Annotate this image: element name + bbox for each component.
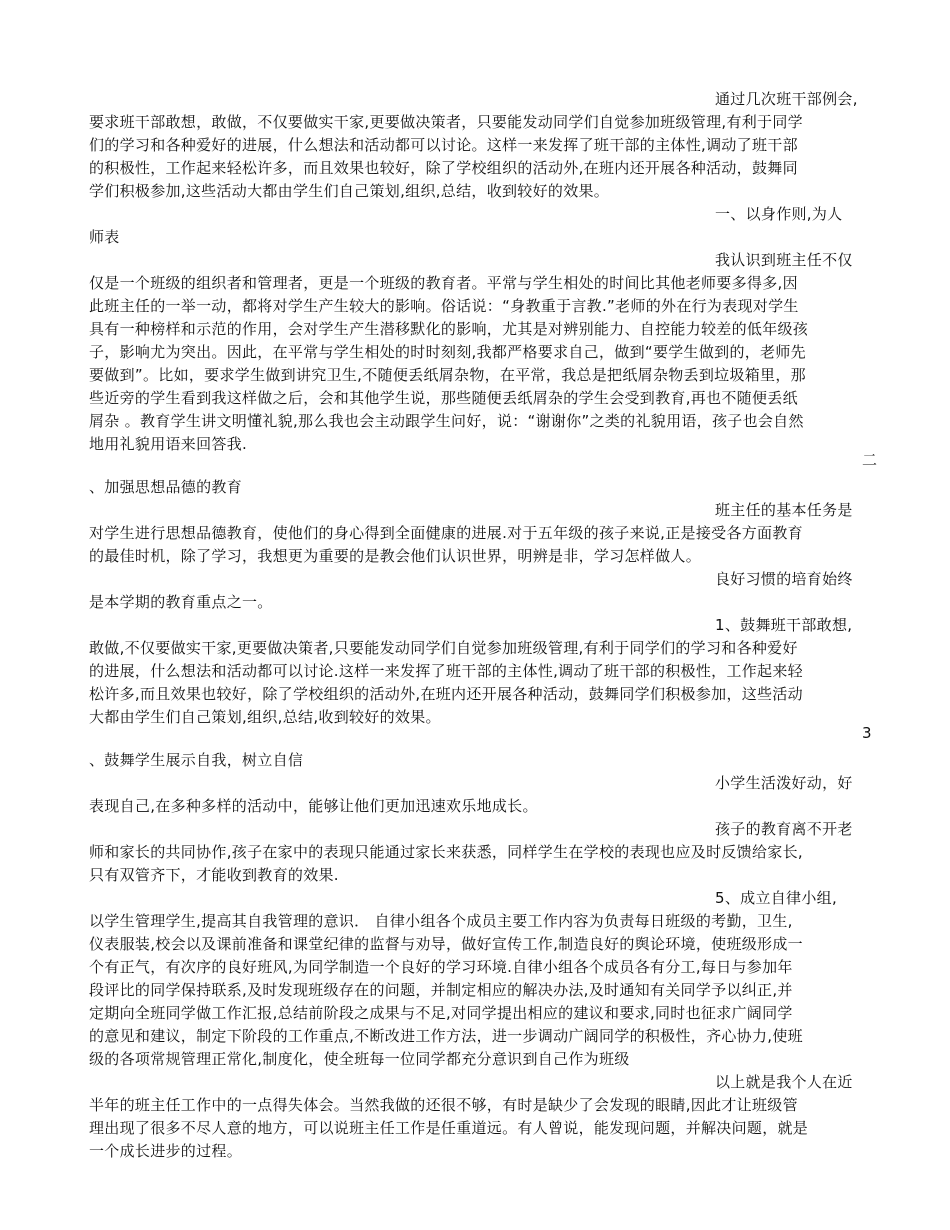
text-line: 只有双管齐下，才能收到教育的效果. [89, 866, 339, 884]
text-line: 的积极性，工作起来轻松许多，而且效果也较好，除了学校组织的活动外,在班内还开展各种活动，鼓舞同 [89, 159, 798, 177]
text-line: 的意见和建议，制定下阶段的工作重点,不断改进工作方法，进一步调动广阔同学的积极性，齐心协力,使班 [89, 1027, 803, 1045]
text-line: 的进展，什么想法和活动都可以讨论.这样一来发挥了班干部的主体性,调动了班干部的积极性，工作起来轻 [89, 662, 803, 680]
section-heading: 一、以身作则,为人 [715, 205, 843, 223]
text-line: 班主任的基本任务是 [715, 501, 853, 519]
text-line: 些近旁的学生看到我这样做之后，会和其他学生说，那些随便丢纸屑杂的学生会受到教育,再也不随便丢纸 [89, 389, 798, 407]
text-line: 理出现了很多不尽人意的地方，可以说班主任工作是任重道远。有人曾说，能发现问题，并解决问题，就是 [89, 1119, 809, 1137]
text-line: 是本学期的教育重点之一。 [89, 593, 273, 611]
text-line: 以学生管理学生,提高其自我管理的意识． 自律小组各个成员主要工作内容为负责每日班级的考勤，卫生, [89, 912, 793, 930]
section-number: 二 [862, 451, 878, 469]
text-line: 通过几次班干部例会, [715, 90, 858, 108]
section-number: 3 [862, 724, 872, 742]
text-line: 个有正气，有次序的良好班风,为同学制造一个良好的学习环境.自律小组各个成员各有分工,每日与参加年 [89, 958, 793, 976]
text-line: 1、鼓舞班干部敢想, [715, 616, 853, 634]
text-line: 此班主任的一举一动，都将对学生产生较大的影响。俗话说：“身教重于言教.”老师的外在行为表现对学生 [89, 297, 799, 315]
text-line: 仅是一个班级的组织者和管理者，更是一个班级的教育者。平常与学生相处的时间比其他老师要多得多,因 [89, 274, 798, 292]
text-line: 仪表服装,校会以及课前准备和课堂纪律的监督与劝导，做好宣传工作,制造良好的舆论环境，使班级形成一 [89, 935, 803, 953]
text-line: 子，影响尤为突出。因此，在平常与学生相处的时时刻刻,我都严格要求自己，做到“要学生做到的，老师先 [89, 343, 806, 361]
text-line: 小学生活泼好动，好 [715, 774, 853, 792]
text-line: 孩子的教育离不开老 [715, 820, 853, 838]
text-line: 对学生进行思想品德教育，使他们的身心得到全面健康的进展.对于五年级的孩子来说,正是接受各方面教育 [89, 524, 803, 542]
text-line: 段评比的同学保持联系,及时发现班级存在的问题，并制定相应的解决办法,及时通知有关同学予以纠正,并 [89, 981, 793, 999]
text-line: 5、成立自律小组, [715, 889, 838, 907]
text-line: 屑杂 。教育学生讲文明懂礼貌,那么我也会主动跟学生问好，说：“谢谢你”之类的礼貌用语，孩子也会自然 [89, 412, 804, 430]
text-line: 以上就是我个人在近 [715, 1073, 853, 1091]
text-line: 半年的班主任工作中的一点得失体会。当然我做的还很不够，有时是缺少了会发现的眼睛,因此才让班级管 [89, 1096, 798, 1114]
text-line: 地用礼貌用语来回答我. [89, 435, 248, 453]
text-line: 学们积极参加,这些活动大都由学生们自己策划,组织,总结，收到较好的效果。 [89, 182, 610, 200]
text-line: 的最佳时机，除了学习，我想更为重要的是教会他们认识世界，明辨是非，学习怎样做人。 [89, 547, 702, 565]
text-line: 要求班干部敢想，敢做，不仅要做实干家,更要做决策者，只要能发动同学们自觉参加班级管理,有利于同学 [89, 113, 803, 131]
text-line: 具有一种榜样和示范的作用，会对学生产生潜移默化的影响，尤其是对辨别能力、自控能力较差的低年级孩 [89, 320, 809, 338]
text-line: 良好习惯的培育始终 [715, 570, 853, 588]
text-line: 我认识到班主任不仅 [715, 251, 853, 269]
text-line: 要做到”。比如，要求学生做到讲究卫生,不随便丢纸屑杂物，在平常，我总是把纸屑杂物丢到垃圾箱里，那 [89, 366, 806, 384]
text-line: 定期向全班同学做工作汇报,总结前阶段之成果与不足,对同学提出相应的建议和要求,同时也征求广阔同学 [89, 1004, 793, 1022]
section-heading: 、鼓舞学生展示自我，树立自信 [89, 751, 304, 769]
text-line: 一个成长进步的过程。 [89, 1142, 243, 1160]
text-line: 师和家长的共同协作,孩子在家中的表现只能通过家长来获悉，同样学生在学校的表现也应及时反馈给家长, [89, 843, 803, 861]
section-heading: 师表 [89, 228, 120, 246]
section-heading: 、加强思想品德的教育 [89, 478, 243, 496]
text-line: 们的学习和各种爱好的进展，什么想法和活动都可以讨论。这样一来发挥了班干部的主体性,调动了班干部 [89, 136, 798, 154]
text-line: 松许多,而且效果也较好，除了学校组织的活动外,在班内还开展各种活动，鼓舞同学们积极参加，这些活动 [89, 685, 803, 703]
text-line: 表现自己,在多种多样的活动中，能够让他们更加迅速欢乐地成长。 [89, 797, 538, 815]
text-line: 大都由学生们自己策划,组织,总结,收到较好的效果。 [89, 708, 441, 726]
text-line: 级的各项常规管理正常化,制度化，使全班每一位同学都充分意识到自己作为班级 [89, 1050, 630, 1068]
text-line: 敢做,不仅要做实干家,更要做决策者,只要能发动同学们自觉参加班级管理,有利于同学们的学习和各种爱好 [89, 639, 798, 657]
